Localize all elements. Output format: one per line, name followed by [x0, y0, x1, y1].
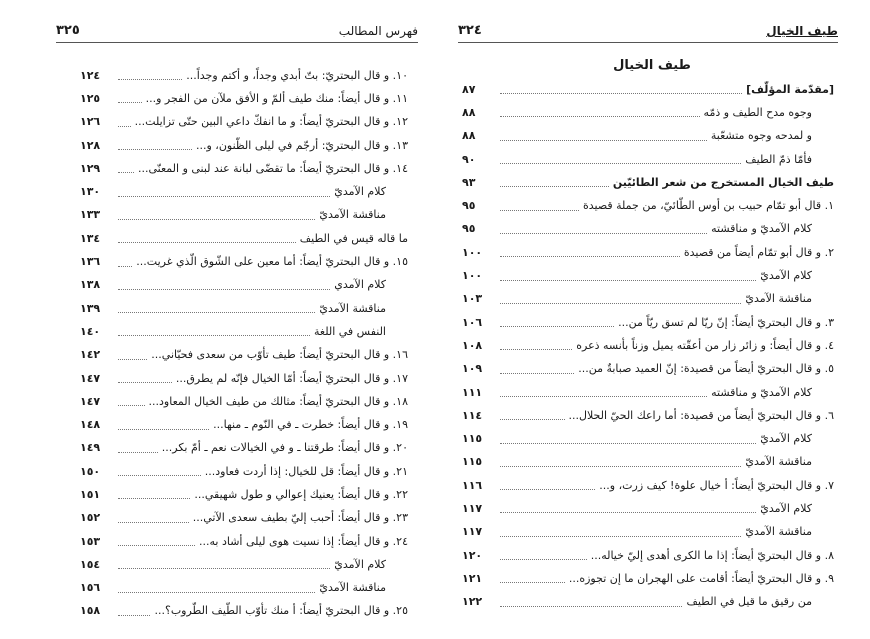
toc-entry-title: ١١. و قال أيضاً: منك طيف ألمّ و الأفق ملآن من الفجر و... [145, 91, 408, 105]
toc-entry [80, 204, 408, 227]
toc-entry-page: ١٤٧ [80, 371, 101, 385]
toc-entry [80, 600, 408, 623]
toc-entry-page: ١٥٣ [80, 534, 101, 548]
toc-entry [462, 194, 834, 217]
toc-entry-title: ١٣. و قال البحتريّ: أرجّم في ليلى الظّنون، و... [195, 138, 408, 152]
section-title: طيف الخيال [613, 58, 691, 73]
toc-entry [462, 358, 834, 381]
dot-leader [500, 443, 756, 444]
toc-entry [80, 227, 408, 250]
toc-entry-title: ٩. و قال البحتريّ أيضاً: أقامت على الهجران ما إن تجوزه... [568, 571, 834, 585]
toc-entry-title: كلام الآمديّ [334, 557, 386, 571]
toc-entry-title: [مقدّمة المؤلّف] [746, 82, 834, 96]
toc-entry-title: ٧. و قال البحتريّ أيضاً: أ خيال علوة! كيف زرت، و... [599, 478, 834, 492]
toc-entry [462, 171, 834, 194]
dot-leader [118, 172, 134, 173]
toc-entry [80, 320, 408, 343]
toc-entry-title: من رقيق ما قيل في الطيف [686, 595, 812, 609]
toc-entry-title: ١٨. و قال البحتريّ أيضاً: مثالك من طيف الخيال المعاود... [148, 394, 408, 408]
dot-leader [118, 382, 172, 383]
toc-entry [462, 544, 834, 567]
toc-entry-page: ١٠٨ [462, 338, 483, 352]
toc-entry [462, 497, 834, 520]
toc-entry-page: ١٠٣ [462, 292, 483, 306]
dot-leader [500, 93, 742, 94]
running-title: فهرس المطالب [338, 24, 418, 38]
toc-entry [462, 264, 834, 287]
toc-entry-page: ١١٧ [462, 501, 483, 515]
toc-entry [462, 381, 834, 404]
dot-leader [118, 429, 209, 430]
toc-entry [462, 334, 834, 357]
dot-leader [118, 335, 310, 336]
toc-entry-title: مناقشة الآمديّ [745, 455, 812, 469]
toc-entry-title: كلام الآمديّ [760, 432, 812, 446]
dot-leader [500, 373, 574, 374]
dot-leader [500, 396, 707, 397]
toc-entry-page: ١٣٨ [80, 278, 101, 292]
toc-entry-page: ١٠٦ [462, 315, 483, 329]
toc-entry [462, 427, 834, 450]
dot-leader [118, 522, 189, 523]
toc-entry-page: ١١٥ [462, 455, 483, 469]
toc-entry [462, 404, 834, 427]
toc-entry-title: ٣. و قال البحتريّ أيضاً: إنّ ريّا لم تسق ريّاً من... [618, 315, 834, 329]
toc-entry-page: ١٢٦ [80, 115, 101, 129]
toc-entry-title: ١٥. و قال البحتريّ أيضاً: أما معين على الشّوق الّذي غريت... [136, 255, 408, 269]
toc-entry-title: و لمدحه وجوه متشعّبة [710, 129, 812, 143]
toc-entry-title: مناقشة الآمديّ [319, 301, 386, 315]
dot-leader [500, 186, 609, 187]
toc-entry-page: ١٢٢ [462, 595, 483, 609]
toc-entry [462, 101, 834, 124]
table-of-contents [462, 78, 834, 614]
toc-entry [80, 460, 408, 483]
toc-entry-page: ١١٥ [462, 432, 483, 446]
toc-entry-page: ١٥٤ [80, 557, 101, 571]
dot-leader [500, 559, 587, 560]
toc-entry [80, 180, 408, 203]
toc-entry-title: مناقشة الآمديّ [745, 525, 812, 539]
toc-entry [80, 297, 408, 320]
toc-entry-title: وجوه مدح الطيف و ذمّه [703, 105, 812, 119]
dot-leader [500, 210, 579, 211]
dot-leader [500, 512, 756, 513]
toc-entry-page: ١٣٣ [80, 208, 101, 222]
toc-entry [80, 367, 408, 390]
toc-entry-title: ١٦. و قال البحتريّ أيضاً: طيف تأوّب من سعدى فحيّاني... [151, 348, 408, 362]
page-number: ٣٢٥ [56, 23, 80, 38]
toc-entry-page: ١٢٩ [80, 161, 101, 175]
table-of-contents [80, 64, 408, 623]
dot-leader [118, 498, 190, 499]
dot-leader [500, 116, 700, 117]
toc-entry-title: ٢٥. و قال البحتريّ أيضاً: أ منك تأوّب الطّيف الطّروب؟... [154, 604, 408, 618]
toc-entry-page: ١٣٦ [80, 255, 101, 269]
dot-leader [500, 419, 565, 420]
toc-entry-page: ١٤٧ [80, 394, 101, 408]
dot-leader [118, 196, 330, 197]
toc-entry [80, 111, 408, 134]
toc-entry [80, 344, 408, 367]
toc-entry-title: ٢. و قال أبو تمّام أيضاً من قصيدة [683, 245, 834, 259]
toc-entry-title: ٢٠. و قال أيضاً: طرقتنا ـ و في الخيالات نعم ـ أمّ بكر... [161, 441, 408, 455]
toc-entry-page: ١١١ [462, 385, 483, 399]
toc-entry-page: ١٥١ [80, 487, 101, 501]
running-head [56, 22, 418, 43]
toc-entry-title: ٢١. و قال أيضاً: قل للخيال: إذا أردت فعاود... [204, 464, 408, 478]
dot-leader [500, 606, 682, 607]
toc-entry-title: ٢٣. و قال أيضاً: أحبب إليّ بطيف سعدى الآتي... [192, 511, 408, 525]
toc-entry-page: ١٢٠ [462, 548, 483, 562]
toc-entry [462, 125, 834, 148]
toc-entry [80, 530, 408, 553]
toc-entry-page: ١٢٥ [80, 91, 101, 105]
dot-leader [118, 615, 150, 616]
toc-entry [462, 521, 834, 544]
toc-entry [462, 311, 834, 334]
toc-entry-page: ١٥٦ [80, 581, 101, 595]
toc-entry-title: كلام الآمديّ [760, 269, 812, 283]
toc-entry-title: مناقشة الآمديّ [319, 208, 386, 222]
dot-leader [500, 233, 707, 234]
toc-entry [80, 437, 408, 460]
toc-entry [80, 64, 408, 87]
running-title: طيف الخيال [766, 24, 838, 38]
toc-entry-page: ١١٦ [462, 478, 483, 492]
toc-entry [80, 157, 408, 180]
dot-leader [500, 303, 741, 304]
dot-leader [118, 312, 315, 313]
toc-entry-page: ٩٠ [462, 152, 476, 166]
dot-leader [118, 79, 182, 80]
toc-entry [80, 553, 408, 576]
toc-entry-page: ١٤٩ [80, 441, 101, 455]
dot-leader [118, 219, 315, 220]
toc-entry-page: ١٤٢ [80, 348, 101, 362]
dot-leader [500, 163, 741, 164]
toc-entry-page: ١١٤ [462, 408, 483, 422]
toc-entry-title: ١٤. و قال البحتريّ أيضاً: ما تقضّى لبانة عند لبنى و المعنّى... [138, 161, 408, 175]
toc-entry-title: ٢٤. و قال أيضاً: إذا نسيت هوى ليلى أشاد به... [199, 534, 408, 548]
dot-leader [500, 280, 756, 281]
left-page [28, 0, 418, 639]
toc-entry [462, 474, 834, 497]
running-head [458, 22, 838, 43]
toc-entry-page: ٩٣ [462, 175, 476, 189]
dot-leader [118, 568, 330, 569]
dot-leader [500, 489, 595, 490]
dot-leader [118, 592, 315, 593]
dot-leader [118, 102, 142, 103]
toc-entry-page: ١٤٠ [80, 324, 101, 338]
toc-entry-page: ١٣٠ [80, 185, 101, 199]
toc-entry-page: ١٣٩ [80, 301, 101, 315]
toc-entry [80, 483, 408, 506]
toc-entry-title: ١. قال أبو تمّام حبيب بن أوس الطّائيّ، من جملة قصيدة [582, 199, 834, 213]
toc-entry-title: النفس في اللغة [314, 324, 386, 338]
toc-entry [80, 390, 408, 413]
dot-leader [118, 405, 145, 406]
toc-entry-page: ١٢٨ [80, 138, 101, 152]
dot-leader [118, 242, 296, 243]
toc-entry-page: ١٢٤ [80, 68, 101, 82]
toc-entry-title: فأمّا ذمّ الطيف [745, 152, 812, 166]
toc-entry-title: كلام الآمديّ و مناقشته [711, 222, 812, 236]
toc-entry [462, 241, 834, 264]
toc-entry-title: ١٩. و قال أيضاً: خطرت ـ في النّوم ـ منها... [213, 418, 408, 432]
dot-leader [500, 349, 572, 350]
dot-leader [500, 582, 565, 583]
dot-leader [118, 126, 131, 127]
dot-leader [118, 289, 330, 290]
dot-leader [118, 266, 132, 267]
toc-entry [80, 134, 408, 157]
toc-entry-title: ٢٢. و قال أيضاً: يعنيك إعوالي و طول شهيقي... [194, 487, 408, 501]
toc-entry [80, 577, 408, 600]
dot-leader [118, 359, 147, 360]
toc-entry [462, 567, 834, 590]
toc-entry-page: ٨٧ [462, 82, 476, 96]
toc-entry-title: طيف الخيال المستخرج من شعر الطائيّين [612, 175, 834, 189]
toc-entry-page: ١٠٩ [462, 362, 483, 376]
toc-entry-page: ١٢١ [462, 571, 483, 585]
toc-entry [462, 288, 834, 311]
toc-entry-page: ٩٥ [462, 199, 476, 213]
toc-entry-page: ١٠٠ [462, 269, 483, 283]
toc-entry [462, 148, 834, 171]
toc-entry-title: كلام الآمديّ [334, 185, 386, 199]
toc-entry-title: ١٧. و قال البحتريّ أيضاً: أمّا الخيال فإنّه لم يطرق... [175, 371, 408, 385]
toc-entry [80, 413, 408, 436]
dot-leader [500, 326, 614, 327]
toc-entry [462, 591, 834, 614]
toc-entry-title: ٦. و قال البحتريّ أيضاً من قصيدة: أما راعك الحيّ الحلال... [568, 408, 834, 422]
toc-entry-title: ٤. و قال أيضاً: و زائر زار من أعقّته يميل وزناً بأنسه ذعره [576, 338, 834, 352]
dot-leader [500, 256, 680, 257]
toc-entry [462, 218, 834, 241]
toc-entry-title: كلام الآمديّ و مناقشته [711, 385, 812, 399]
toc-entry-title: ١٢. و قال البحتريّ أيضاً: و ما انفكّ داعي البين حتّى تزايلت... [134, 115, 408, 129]
toc-entry-page: ١٥٨ [80, 604, 101, 618]
toc-entry [80, 87, 408, 110]
toc-entry [80, 507, 408, 530]
dot-leader [500, 536, 741, 537]
toc-entry-title: مناقشة الآمديّ [745, 292, 812, 306]
toc-entry-page: ١١٧ [462, 525, 483, 539]
toc-entry-title: ٥. و قال البحتريّ أيضاً من قصيدة: إنّ العميد صبابةٌ من... [578, 362, 834, 376]
dot-leader [118, 149, 192, 150]
toc-entry-title: ٨. و قال البحتريّ أيضاً: إذا ما الكرى أهدى إليّ خياله... [590, 548, 834, 562]
toc-entry-page: ١٥٢ [80, 511, 101, 525]
dot-leader [500, 466, 741, 467]
page-number: ٣٢٤ [458, 23, 482, 38]
toc-entry-title: كلام الآمديّ [760, 501, 812, 515]
right-page [458, 0, 846, 639]
toc-entry-page: ١٥٠ [80, 464, 101, 478]
toc-entry-title: ١٠. و قال البحتريّ: بتّ أبدي وجداً، و أكتم وجداً... [186, 68, 408, 82]
toc-entry-page: ٨٨ [462, 129, 476, 143]
toc-entry-title: ما قاله قيس في الطيف [299, 231, 408, 245]
toc-entry-title: مناقشة الآمديّ [319, 581, 386, 595]
toc-entry-title: كلام الآمدي [334, 278, 386, 292]
toc-entry [462, 78, 834, 101]
dot-leader [118, 475, 201, 476]
toc-entry-page: ١٣٤ [80, 231, 101, 245]
toc-entry-page: ٨٨ [462, 105, 476, 119]
dot-leader [118, 545, 195, 546]
dot-leader [500, 140, 707, 141]
toc-entry [80, 274, 408, 297]
toc-entry [80, 250, 408, 273]
dot-leader [118, 452, 158, 453]
toc-entry-page: ١٤٨ [80, 418, 101, 432]
toc-entry-page: ٩٥ [462, 222, 476, 236]
toc-entry [462, 451, 834, 474]
toc-entry-page: ١٠٠ [462, 245, 483, 259]
